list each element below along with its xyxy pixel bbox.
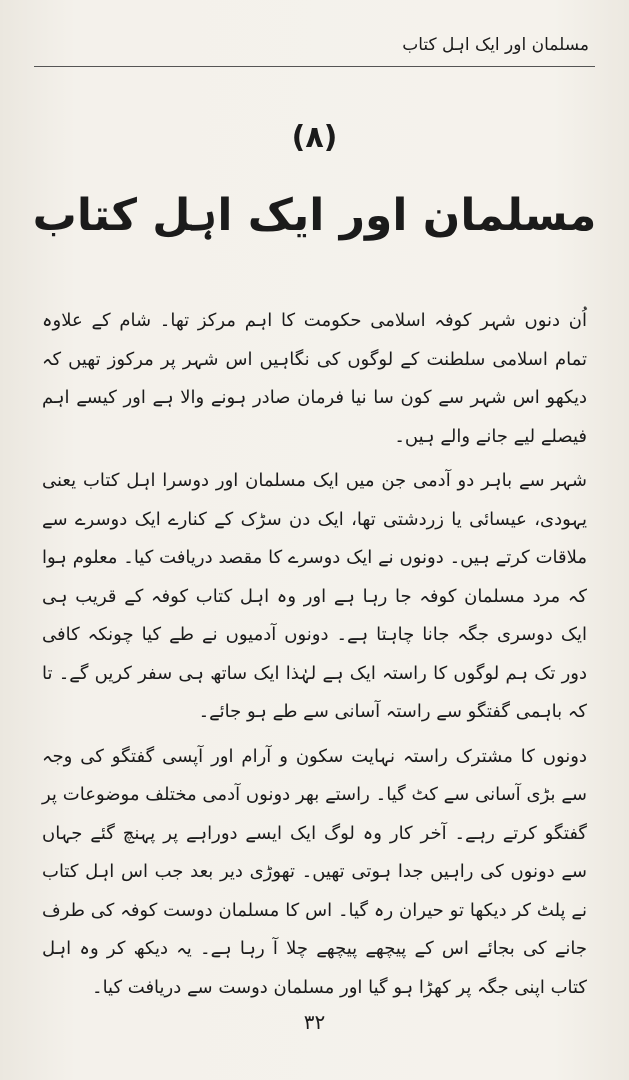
paragraph-2: شہر سے باہر دو آدمی جن میں ایک مسلمان اور دوسرا اہل کتاب یعنی یہودی، عیسائی یا زردشتی تھا، ایک دن سڑک کے کنارے ایک دوسرے سے ملاقات کرتے ہیں۔ دونوں نے ایک دوسرے کا مقصد دریافت کیا۔ معلوم ہوا کہ مرد مسلمان کوفہ جا رہا ہے اور وہ اہل کتاب کوفہ کے قریب ہی ایک دوسری جگہ جانا چاہتا ہے۔ دونوں آدمیوں نے طے کیا چونکہ کافی دور تک ہم لوگوں کا راستہ ایک ہے لہٰذا ایک ساتھ ہی سفر کریں گے۔ تا کہ باہمی گفتگو سے راستہ آسانی سے طے ہو جائے۔ — [42, 470, 587, 722]
running-head: مسلمان اور ایک اہل کتاب — [402, 35, 589, 55]
paragraph-1: اُن دنوں شہر کوفہ اسلامی حکومت کا اہم مرکز تھا۔ شام کے علاوہ تمام اسلامی سلطنت کے لوگوں کی نگاہیں اس شہر پر مرکوز تھیں کہ دیکھو اس شہر سے کون سا نیا فرمان صادر ہونے والا ہے اور کیسے اہم فیصلے لیے جانے والے ہیں۔ — [42, 310, 587, 447]
body-text — [42, 302, 587, 1007]
chapter-number: (۸) — [291, 120, 338, 155]
chapter-title: مسلمان اور ایک اہل کتاب — [32, 190, 597, 241]
paragraph-3: دونوں کا مشترک راستہ نہایت سکون و آرام اور آپسی گفتگو کی وجہ سے بڑی آسانی سے کٹ گیا۔ راستے بھر دونوں آدمی مختلف موضوعات پر گفتگو کرتے رہے۔ آخر کار وہ لوگ ایک ایسے دوراہے پر پہنچ گئے جہاں سے دونوں کی راہیں جدا ہوتی تھیں۔ تھوڑی دیر بعد جب اس اہل کتاب نے پلٹ کر دیکھا تو حیران رہ گیا۔ اس کا مسلمان دوست کوفہ کی طرف جانے کی بجائے اس کے پیچھے پیچھے چلا آ رہا ہے۔ یہ دیکھ کر وہ اہل کتاب اپنی جگہ پر کھڑا ہو گیا اور مسلمان دوست سے دریافت کیا۔ — [42, 745, 587, 998]
header-divider — [34, 66, 595, 67]
page-number: ۳۲ — [303, 1010, 326, 1034]
